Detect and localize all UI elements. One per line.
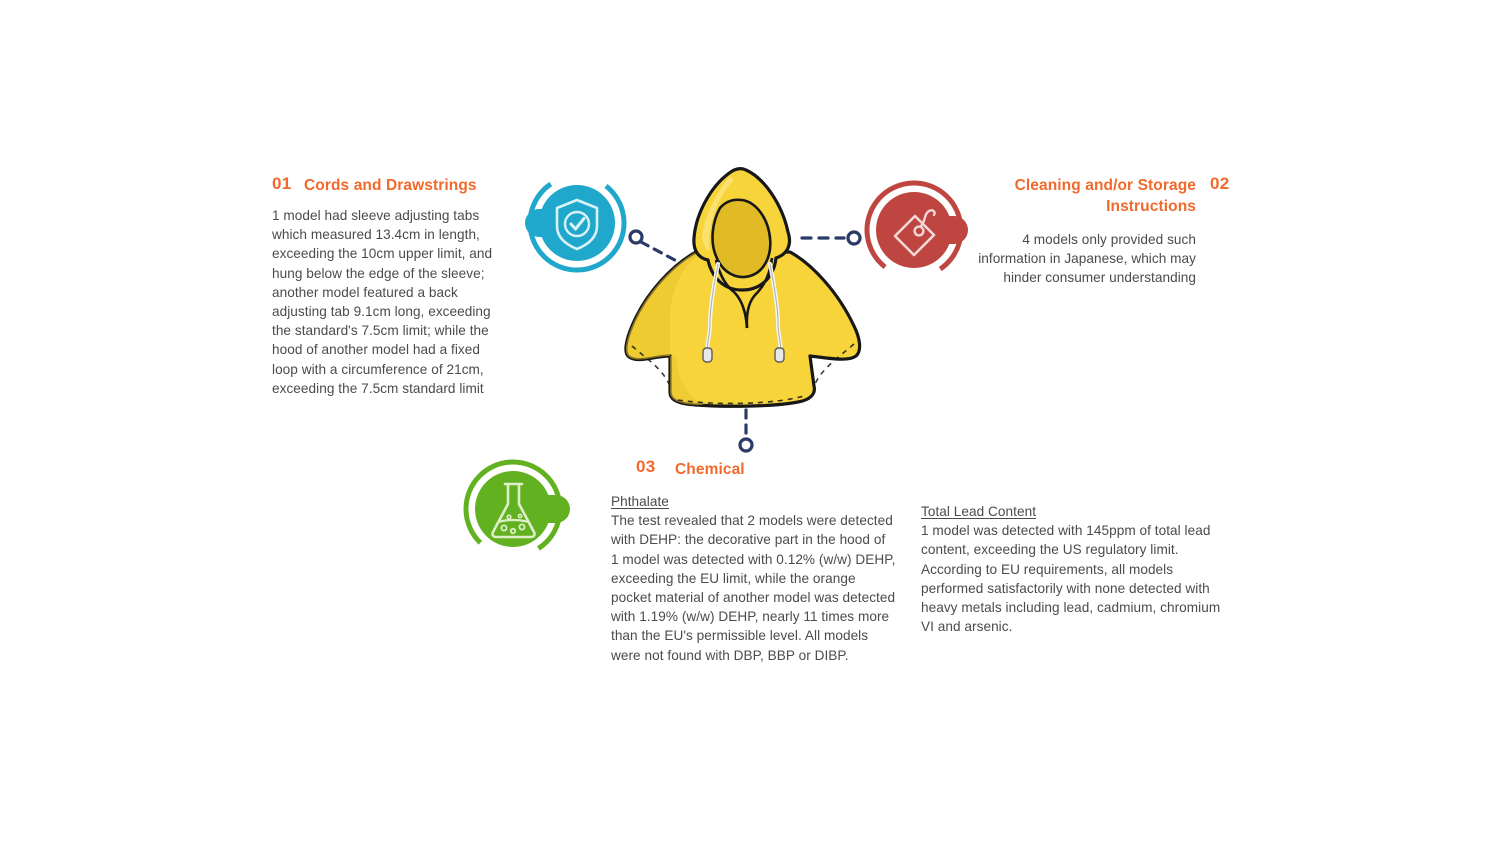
flask-icon[interactable] [460,456,560,556]
subsection-phthalate [611,492,896,665]
section-02-body: 4 models only provided such information in Japanese, which may hinder consumer understanding [978,232,1196,286]
subsection-lead-body: 1 model was detected with 145ppm of total lead content, exceeding the US regulatory limit. According to EU requirements, all models performed satisfactorily with none detected with heavy metals including lead, cadmium, chromium VI and arsenic. [921,523,1221,635]
section-02-number: 02 [1210,174,1230,193]
subsection-lead [921,502,1221,636]
section-03-number: 03 [636,457,656,476]
section-02-title-line1: Cleaning and/or Storage [1014,177,1196,194]
section-01-title: Cords and Drawstrings [304,177,477,194]
section-01-body: 1 model had sleeve adjusting tabs which measured 13.4cm in length, exceeding the 10cm upper limit, and hung below the edge of the sleeve; another model featured a back adjusting tab 9.1cm long, exceeding the standard's 7.5cm limit; while the hood of another model had a fixed loop with a circumference of 21cm, exceeding the 7.5cm standard limit [272,208,493,396]
section-02-title-line2: Instructions [1106,198,1196,215]
subsection-phthalate-label: Phthalate [611,494,669,509]
section-03-title: Chemical [675,461,745,478]
section-01-number: 01 [272,174,292,193]
subsection-lead-label: Total Lead Content [921,504,1037,519]
subsection-phthalate-body: The test revealed that 2 models were detected with DEHP: the decorative part in the hood of 1 model was detected with 0.12% (w/w) DEHP, exceeding the EU limit, while the orange pocket material of another model was detected with 1.19% (w/w) DEHP, nearly 11 times more than the EU's permissible level. All models were not found with DBP, BBP or DIBP. [611,513,896,663]
yellow-raincoat-illustration [608,160,880,410]
connector-03 [735,408,759,454]
